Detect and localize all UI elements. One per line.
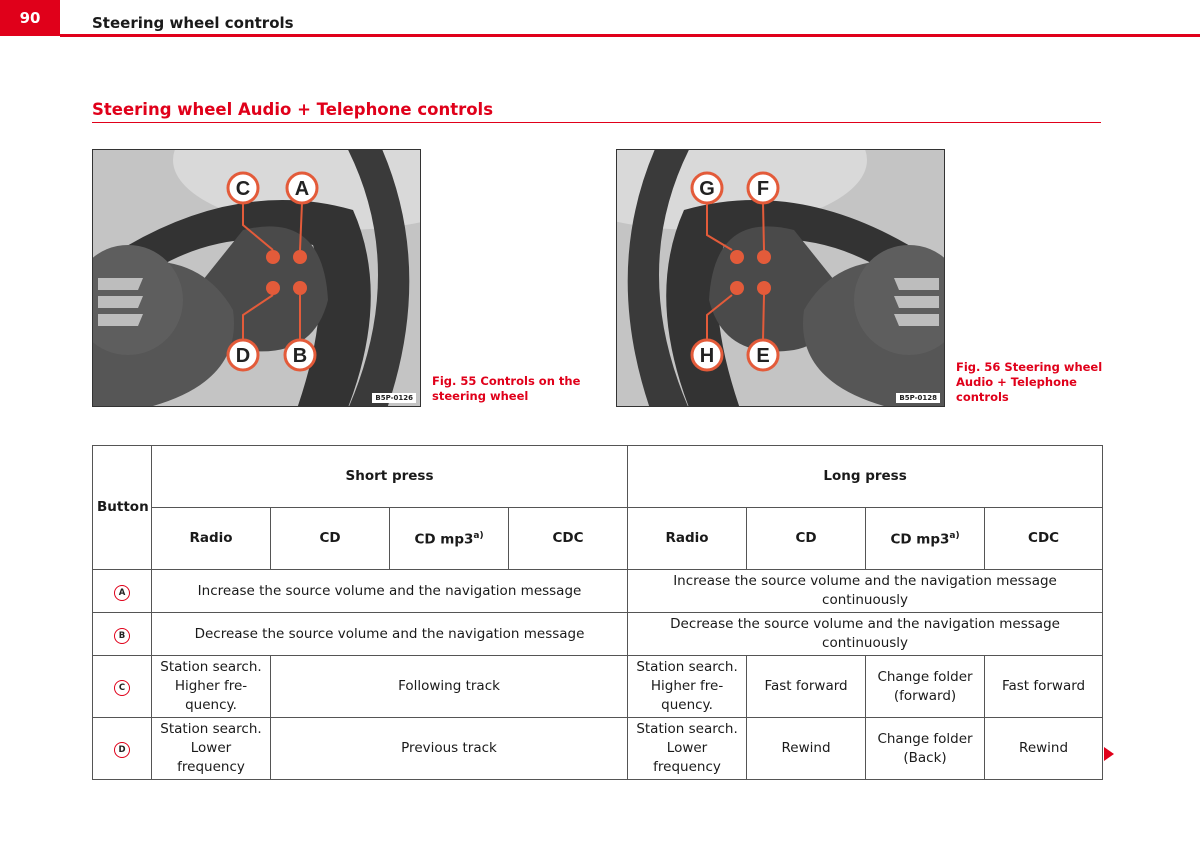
- row-c-short-rest: Following track: [271, 656, 628, 718]
- row-c-long-cd: Fast forward: [747, 656, 866, 718]
- figure-code: B5P-0128: [896, 393, 940, 403]
- button-c-icon: [266, 250, 280, 264]
- button-label-a: A: [114, 585, 130, 601]
- row-b-short: Decrease the source volume and the navigation message: [152, 613, 628, 656]
- fig56-label-h: H: [699, 345, 715, 367]
- short-press-header: Short press: [152, 446, 628, 508]
- row-c-short-radio: Station search. Higher fre-quency.: [152, 656, 271, 718]
- button-column-header: Button: [93, 446, 152, 570]
- button-label-d: D: [114, 742, 130, 758]
- fig56-label-f: F: [756, 178, 770, 200]
- figure-55-steering-wheel: [92, 149, 421, 407]
- row-c-long-cdc: Fast forward: [985, 656, 1103, 718]
- row-d-long-radio: Station search. Lower frequency: [628, 718, 747, 780]
- fig56-label-g: G: [699, 178, 715, 200]
- button-h-icon: [730, 281, 744, 295]
- long-cdc-header: CDC: [985, 508, 1103, 570]
- page-number: 90: [0, 0, 60, 36]
- page-header-title: Steering wheel controls: [92, 14, 294, 32]
- continue-arrow-icon: [1104, 747, 1114, 761]
- row-a-long: Increase the source volume and the navigation message continuously: [628, 570, 1103, 613]
- row-d-long-cdc: Rewind: [985, 718, 1103, 780]
- button-label-b: B: [114, 628, 130, 644]
- figure-code: B5P-0126: [372, 393, 416, 403]
- short-cdc-header: CDC: [509, 508, 628, 570]
- row-d-long-mp3: Change folder (Back): [866, 718, 985, 780]
- button-a-icon: [293, 250, 307, 264]
- table-row: [93, 613, 1103, 656]
- row-c-long-radio: Station search. Higher fre-quency.: [628, 656, 747, 718]
- row-b-long: Decrease the source volume and the navigation message continuously: [628, 613, 1103, 656]
- header-rule: [60, 34, 1200, 37]
- row-d-long-cd: Rewind: [747, 718, 866, 780]
- long-press-header: Long press: [628, 446, 1103, 508]
- fig55-label-d: D: [235, 345, 251, 367]
- button-g-icon: [730, 250, 744, 264]
- fig55-label-c: C: [235, 178, 251, 200]
- button-label-c: C: [114, 680, 130, 696]
- figure-56-caption: Fig. 56 Steering wheel Audio + Telephone controls: [956, 360, 1103, 404]
- short-cdmp3-header: CD mp3$^{a)}$: [390, 508, 509, 570]
- steering-wheel-right-illustration: [617, 150, 944, 406]
- long-cdmp3-header: CD mp3$^{a)}$: [866, 508, 985, 570]
- figure-55-caption: Fig. 55 Controls on the steering wheel: [432, 374, 581, 403]
- fig55-label-b: B: [292, 345, 308, 367]
- row-d-short-rest: Previous track: [271, 718, 628, 780]
- button-b-icon: [293, 281, 307, 295]
- long-cd-header: CD: [747, 508, 866, 570]
- table-row: [93, 718, 1103, 780]
- row-a-short: Increase the source volume and the navigation message: [152, 570, 628, 613]
- fig55-label-a: A: [294, 178, 310, 200]
- short-cd-header: CD: [271, 508, 390, 570]
- row-c-long-mp3: Change folder (forward): [866, 656, 985, 718]
- button-d-icon: [266, 281, 280, 295]
- fig56-label-e: E: [756, 345, 770, 367]
- button-e-icon: [757, 281, 771, 295]
- button-f-icon: [757, 250, 771, 264]
- short-radio-header: Radio: [152, 508, 271, 570]
- table-row: [93, 656, 1103, 718]
- controls-table: [92, 445, 1103, 780]
- figure-56-steering-wheel: [616, 149, 945, 407]
- section-rule: [92, 122, 1101, 123]
- long-radio-header: Radio: [628, 508, 747, 570]
- row-d-short-radio: Station search. Lower frequency: [152, 718, 271, 780]
- section-title: Steering wheel Audio + Telephone controls: [92, 100, 494, 119]
- table-row: [93, 570, 1103, 613]
- steering-wheel-left-illustration: [93, 150, 420, 406]
